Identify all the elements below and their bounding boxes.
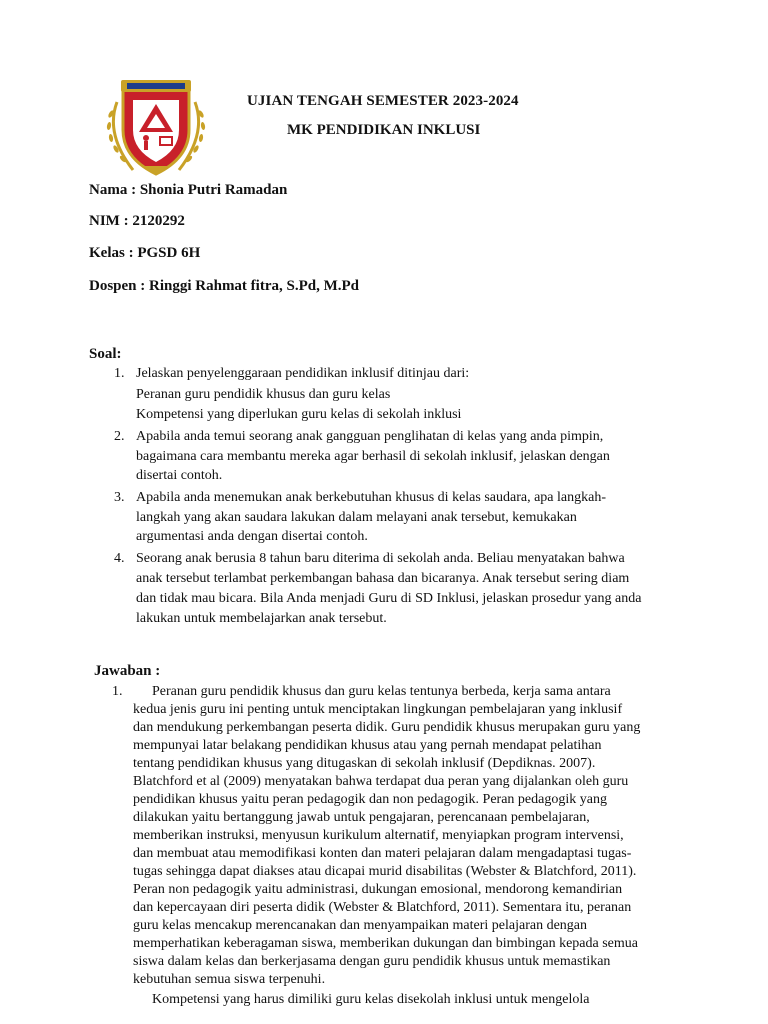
soal-label: Soal: bbox=[89, 346, 122, 362]
answer-line: dan kepercayaan diri peserta didik (Webster & Blatchford, 2011). Sementara itu, peranan bbox=[133, 900, 632, 915]
answer-number: 1. bbox=[112, 684, 123, 699]
question-line: Peranan guru pendidik khusus dan guru kelas bbox=[136, 387, 391, 402]
question-number: 1. bbox=[114, 366, 125, 381]
student-nim: NIM : 2120292 bbox=[89, 213, 185, 229]
question-line: Kompetensi yang diperlukan guru kelas di sekolah inklusi bbox=[136, 407, 462, 422]
question-line: anak tersebut terlambat perkembangan bahasa dan bicaranya. Anak tersebut sering diam bbox=[136, 571, 630, 586]
question-line: Apabila anda temui seorang anak gangguan penglihatan di kelas yang anda pimpin, bbox=[136, 429, 604, 444]
jawaban-label: Jawaban : bbox=[94, 663, 161, 679]
question-line: Apabila anda menemukan anak berkebutuhan khusus di kelas saudara, apa langkah- bbox=[136, 490, 606, 505]
answer-line: Peranan guru pendidik khusus dan guru kelas tentunya berbeda, kerja sama antara bbox=[152, 684, 611, 699]
exam-title: UJIAN TENGAH SEMESTER 2023-2024 bbox=[247, 93, 519, 109]
university-crest-icon bbox=[103, 74, 209, 180]
answer-line: Kompetensi yang harus dimiliki guru kelas disekolah inklusi untuk mengelola bbox=[152, 992, 590, 1007]
answer-line: Peran non pedagogik yaitu administrasi, dukungan emosional, mendorong kemandirian bbox=[133, 882, 623, 897]
question-number: 4. bbox=[114, 551, 125, 566]
answer-line: dan mendukung perkembangan peserta didik. Guru pendidik khusus merupakan guru yang bbox=[133, 720, 641, 735]
answer-line: memperhatikan keberagaman siswa, memberikan dukungan dan bimbingan kepada semua bbox=[133, 936, 638, 951]
question-line: dan tidak mau bicara. Bila Anda menjadi Guru di SD Inklusi, jelaskan prosedur yang anda bbox=[136, 591, 642, 606]
question-line: Jelaskan penyelenggaraan pendidikan inklusif ditinjau dari: bbox=[136, 366, 470, 381]
answer-line: dan membuat atau memodifikasi konten dan materi pelajaran dalam mengadaptasi tugas- bbox=[133, 846, 632, 861]
answer-line: guru kelas mencakup merencanakan dan menyampaikan materi pelajaran dengan bbox=[133, 918, 588, 933]
student-class: Kelas : PGSD 6H bbox=[89, 245, 201, 261]
student-name: Nama : Shonia Putri Ramadan bbox=[89, 182, 288, 198]
course-title: MK PENDIDIKAN INKLUSI bbox=[287, 122, 481, 138]
answer-line: kedua jenis guru ini penting untuk menciptakan lingkungan pembelajaran yang inklusif bbox=[133, 702, 623, 717]
question-line: bagaimana cara membantu mereka agar berhasil di sekolah inklusif, jelaskan dengan bbox=[136, 449, 610, 464]
answer-line: kebutuhan semua siswa terpenuhi. bbox=[133, 972, 326, 987]
question-line: lakukan untuk membelajarkan anak tersebut. bbox=[136, 611, 387, 626]
question-number: 2. bbox=[114, 429, 125, 444]
answer-line: dilakukan yaitu bertanggung jawab untuk pengajaran, perencanaan pembelajaran, bbox=[133, 810, 590, 825]
answer-line: memberikan instruksi, menyusun kurikulum alternatif, menyiapkan program intervensi, bbox=[133, 828, 624, 843]
answer-line: tentang pendidikan khusus yang ditugaskan di sekolah inklusif (Depdiknas. 2007). bbox=[133, 756, 596, 771]
lecturer-name: Dospen : Ringgi Rahmat fitra, S.Pd, M.Pd bbox=[89, 278, 360, 294]
answer-line: tugas sehingga dapat diakses atau dicapai murid disabilitas (Webster & Blatchford, 2011). bbox=[133, 864, 637, 879]
question-number: 3. bbox=[114, 490, 125, 505]
answer-line: pendidikan khusus yaitu peran pedagogik dan non pedagogik. Peran pedagogik yang bbox=[133, 792, 607, 807]
question-line: langkah yang akan saudara lakukan dalam melayani anak tersebut, kemukakan bbox=[136, 510, 577, 525]
question-line: Seorang anak berusia 8 tahun baru diterima di sekolah anda. Beliau menyatakan bahwa bbox=[136, 551, 625, 566]
answer-line: mempunyai latar belakang pendidikan khusus atau yang pernah mendapat pelatihan bbox=[133, 738, 602, 753]
answer-line: siswa dalam kelas dan berkerjasama dengan guru pendidik khusus untuk memastikan bbox=[133, 954, 611, 969]
question-line: argumentasi anda dengan disertai contoh. bbox=[136, 529, 368, 544]
question-line: disertai contoh. bbox=[136, 468, 223, 483]
answer-line: Blatchford et al (2009) menyatakan bahwa terdapat dua peran yang dijalankan oleh guru bbox=[133, 774, 629, 789]
